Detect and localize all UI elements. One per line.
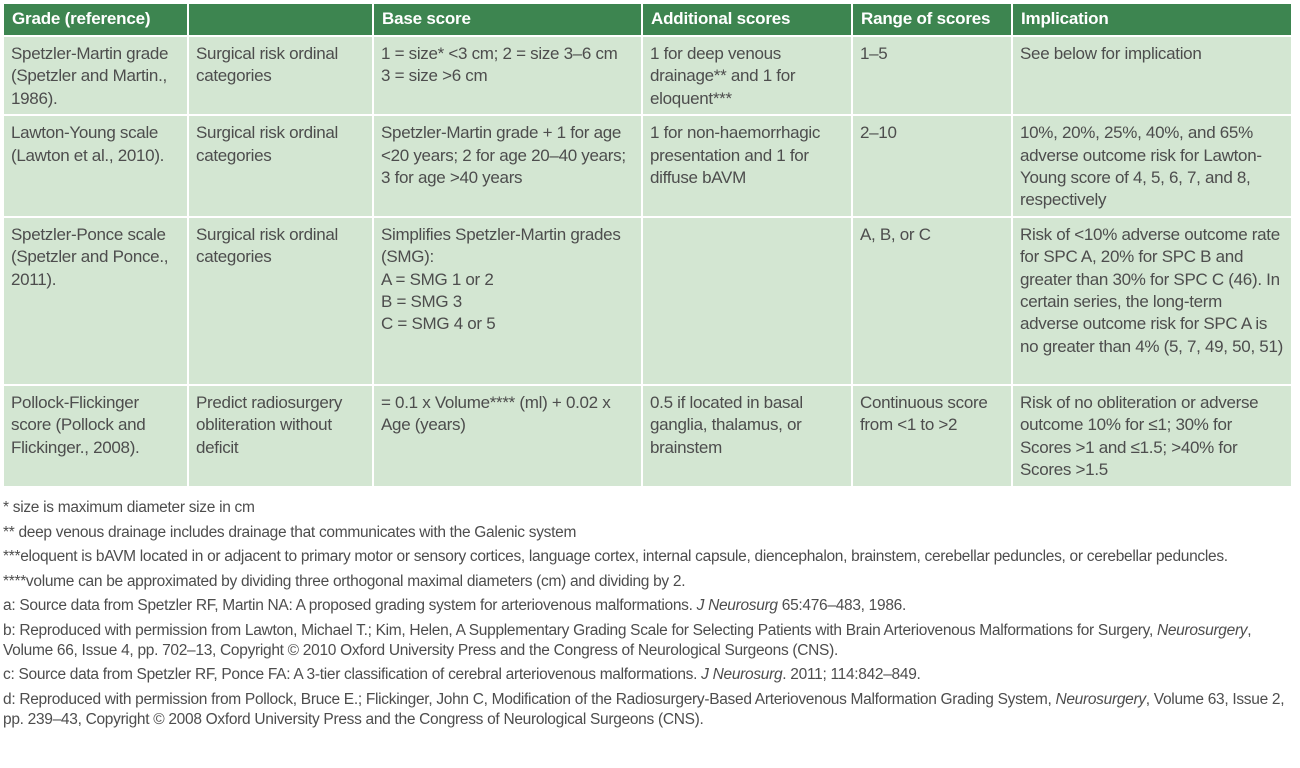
table-row <box>3 217 1292 385</box>
source-text: , Volume 66, Issue 4, pp. 702–13, Copyright © 2010 Oxford University Press and the Congress of Neurological Surgeons (CNS). <box>3 621 1252 659</box>
journal-title: Neurosurgery <box>1055 690 1146 708</box>
grading-scales-table <box>2 2 1293 488</box>
cell-additional: 1 for deep venous drainage** and 1 for eloquent*** <box>642 36 852 115</box>
journal-title: Neurosurgery <box>1156 621 1248 639</box>
cell-implication: Risk of no obliteration or adverse outcome 10% for ≤1; 30% for Scores >1 and ≤1.5; >40% for Scores >1.5 <box>1012 385 1292 487</box>
source-note-c <box>3 665 1293 685</box>
source-text: , Volume 63, Issue 2, pp. 239–43, Copyright © 2008 Oxford University Press and the Congress of Neurological Surgeons (CNS). <box>3 690 1285 728</box>
base-score-line: B = SMG 3 <box>381 292 462 312</box>
header-type <box>188 3 373 36</box>
source-text: c: Source data from Spetzler RF, Ponce FA: A 3-tier classification of cerebral arteriovenous malformations. <box>3 666 702 683</box>
cell-range: Continuous score from <1 to >2 <box>852 385 1012 487</box>
source-note-d <box>3 690 1293 730</box>
cell-additional: 1 for non-haemorrhagic presentation and 1 for diffuse bAVM <box>642 115 852 217</box>
cell-implication: 10%, 20%, 25%, 40%, and 65% adverse outcome risk for Lawton-Young score of 4, 5, 6, 7, and 8, respectively <box>1012 115 1292 217</box>
source-note-b <box>3 621 1293 661</box>
cell-implication: Risk of <10% adverse outcome rate for SPC A, 20% for SPC B and greater than 30% for SPC C (46). In certain series, the long-term adverse outcome risk for SPC A is no greater than 4% (5, 7, 49, 50, 51) <box>1012 217 1292 385</box>
source-text: . 2011; 114:842–849. <box>782 666 921 683</box>
source-text: b: Reproduced with permission from Lawton, Michael T.; Kim, Helen, A Supplementary Grading Scale for Selecting Patients with Brain Arteriovenous Malformations for Surgery, <box>3 621 1157 639</box>
cell-type: Surgical risk ordinal categories <box>188 36 373 115</box>
cell-additional <box>642 217 852 385</box>
table-header-row <box>3 3 1292 36</box>
base-score-line: Simplifies Spetzler-Martin grades (SMG): <box>381 224 621 267</box>
base-score-line: = 0.1 x Volume**** (ml) + 0.02 x Age (years) <box>381 392 611 435</box>
header-additional-scores: Additional scores <box>642 3 852 36</box>
journal-title: J Neurosurg <box>701 666 783 683</box>
cell-range: 1–5 <box>852 36 1012 115</box>
cell-additional: 0.5 if located in basal ganglia, thalamus, or brainstem <box>642 385 852 487</box>
cell-type: Predict radiosurgery obliteration without deficit <box>188 385 373 487</box>
cell-grade: Lawton-Young scale (Lawton et al., 2010). <box>3 115 188 217</box>
cell-base-score <box>373 217 642 385</box>
cell-base-score <box>373 36 642 115</box>
footnotes <box>3 498 1293 734</box>
footnote-size: * size is maximum diameter size in cm <box>3 499 255 516</box>
base-score-line: Spetzler-Martin grade + 1 for age <20 years; 2 for age 20–40 years; 3 for age >40 years <box>381 123 626 188</box>
source-text: 65:476–483, 1986. <box>777 597 906 614</box>
journal-title: J Neurosurg <box>696 597 778 614</box>
base-score-line: 3 = size >6 cm <box>381 66 488 86</box>
cell-range: A, B, or C <box>852 217 1012 385</box>
grading-table-container <box>2 2 1291 488</box>
table-row <box>3 115 1292 217</box>
source-note-a <box>3 596 1293 616</box>
cell-type: Surgical risk ordinal categories <box>188 217 373 385</box>
cell-grade: Pollock-Flickinger score (Pollock and Flickinger., 2008). <box>3 385 188 487</box>
source-text: d: Reproduced with permission from Pollock, Bruce E.; Flickinger, John C, Modification of the Radiosurgery-Based Arteriovenous Malformation Grading System, <box>3 690 1056 708</box>
source-text: a: Source data from Spetzler RF, Martin NA: A proposed grading system for arteriovenous malformations. <box>3 597 697 614</box>
table-row <box>3 385 1292 487</box>
base-score-line: 1 = size* <3 cm; 2 = size 3–6 cm <box>381 44 618 63</box>
header-grade: Grade (reference) <box>3 3 188 36</box>
footnote-drainage: ** deep venous drainage includes drainage that communicates with the Galenic system <box>3 523 577 541</box>
cell-base-score <box>373 115 642 217</box>
table-row <box>3 36 1292 115</box>
footnote-eloquent: ***eloquent is bAVM located in or adjacent to primary motor or sensory cortices, language cortex, internal capsule, diencephalon, brainstem, cerebellar peduncles, or cerebellar peduncles. <box>3 548 1228 565</box>
base-score-line: C = SMG 4 or 5 <box>381 314 496 334</box>
footnote-volume: ****volume can be approximated by dividing three orthogonal maximal diameters (cm) and dividing by 2. <box>3 572 686 590</box>
cell-grade: Spetzler-Martin grade (Spetzler and Martin., 1986). <box>3 36 188 115</box>
cell-range: 2–10 <box>852 115 1012 217</box>
cell-type: Surgical risk ordinal categories <box>188 115 373 217</box>
header-base-score: Base score <box>373 3 642 36</box>
header-implication: Implication <box>1012 3 1292 36</box>
cell-base-score <box>373 385 642 487</box>
cell-implication: See below for implication <box>1012 36 1292 115</box>
cell-grade: Spetzler-Ponce scale (Spetzler and Ponce., 2011). <box>3 217 188 385</box>
header-range: Range of scores <box>852 3 1012 36</box>
base-score-line: A = SMG 1 or 2 <box>381 269 494 289</box>
